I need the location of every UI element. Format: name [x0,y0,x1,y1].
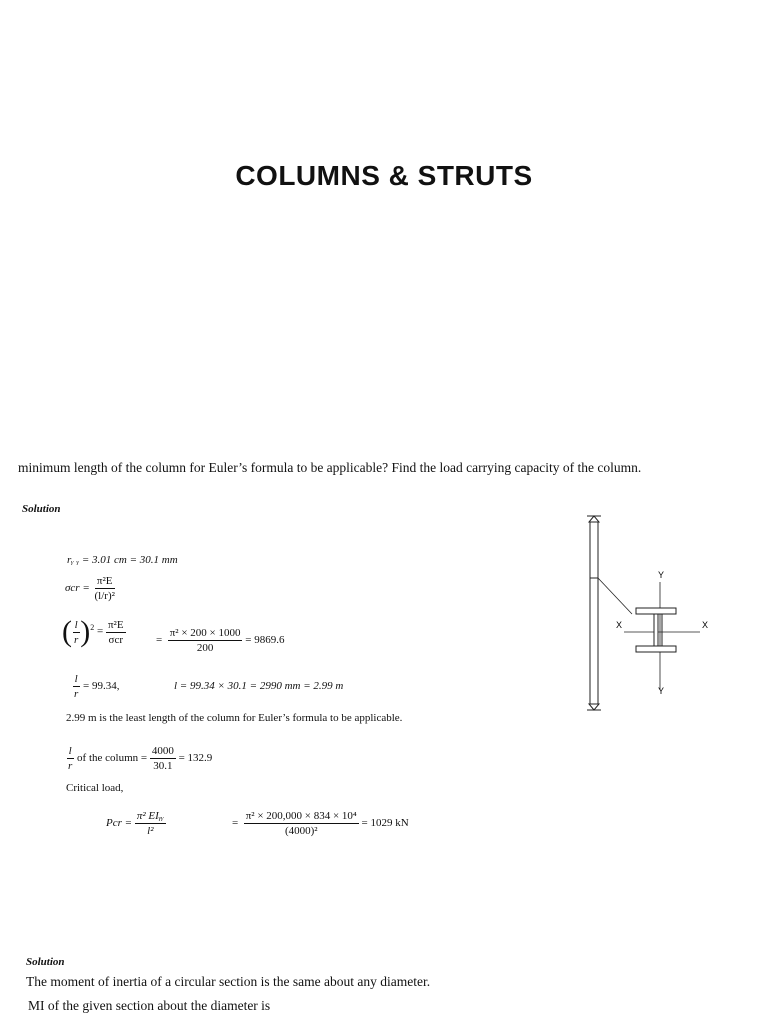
slenderness-squared-eq: ( $\frac{l}{r}$ )$^2$ = $\frac{\text{π²E}}{\text{σcr}}$ [62,615,124,648]
solution-heading-1: Solution [22,503,61,515]
bottom-support-icon [589,704,599,710]
slenderness-num2: π² × 200 × 1000 [169,627,241,639]
critical-load-num1: π² EIᵧᵧ [136,810,164,822]
least-length-statement: 2.99 m is the least length of the column for Euler’s formula to be applicable. [66,712,403,724]
top-support-icon [589,516,599,522]
slenderness-den2: 200 [196,642,214,654]
web [654,614,658,646]
radius-of-gyration-eq: rᵧ ᵧ = 3.01 cm = 30.1 mm [67,554,178,566]
x-label-left: X [616,620,623,630]
column-slenderness-eq: $\frac{l}{r}$ of the column = $\frac{4000}{30.1}$ = 132.9 [68,745,213,772]
top-flange [636,608,676,614]
slenderness-eval: = $\frac{\text{π² × 200 × 1000}}{200}$ = 9869.6 [156,627,285,654]
critical-load-result: = 1029 kN [361,817,409,830]
critical-load-lhs: Pcr = [106,817,133,830]
length-eq: l = 99.34 × 30.1 = 2990 mm = 2.99 m [174,680,344,692]
critical-load-den1: l² [147,825,154,837]
mi-statement: MI of the given section about the diameter is [28,998,271,1013]
column-member [590,522,598,704]
slenderness-num1: π²E [108,618,124,631]
y-label-bottom: Y [658,686,665,696]
critical-load-eval: = $\frac{\text{π² × 200,000 × 834 × 10⁴}}{\text{(4000)²}}$ = 1029 kN [232,810,409,837]
critical-load-num2: π² × 200,000 × 834 × 10⁴ [245,810,357,822]
critical-stress-lhs: σcr = [65,582,90,595]
circular-section-statement: The moment of inertia of a circular section is the same about any diameter. [26,974,431,989]
critical-load-label: Critical load, [66,782,124,794]
slenderness-result: = 9869.6 [245,634,285,647]
section-leader-line [598,578,632,614]
y-label-top: Y [658,570,665,580]
critical-stress-formula [65,574,117,603]
slenderness-den1: σcr [108,633,124,646]
critical-load-den2: (4000)² [284,825,318,837]
column-slenderness-den: 30.1 [153,760,173,772]
slenderness-value-eq: $\frac{l}{r}$ = 99.34, [74,673,120,700]
x-label-right: X [702,620,709,630]
solution-heading-2: Solution [26,956,65,968]
question-line: minimum length of the column for Euler’s formula to be applicable? Find the load carrying capacity of the column. [18,460,642,475]
slenderness-value: = 99.34, [83,680,120,693]
column-slenderness-result: = 132.9 [178,752,213,765]
critical-stress-num: π²E [96,575,113,587]
bottom-flange [636,646,676,652]
column-slenderness-text: of the column = [77,752,148,765]
critical-stress-den: (l/r)² [94,590,115,602]
column-slenderness-num: 4000 [151,745,174,757]
page-title: COLUMNS & STRUTS [235,160,533,191]
critical-load-formula [106,809,166,838]
column-figure [570,512,730,717]
